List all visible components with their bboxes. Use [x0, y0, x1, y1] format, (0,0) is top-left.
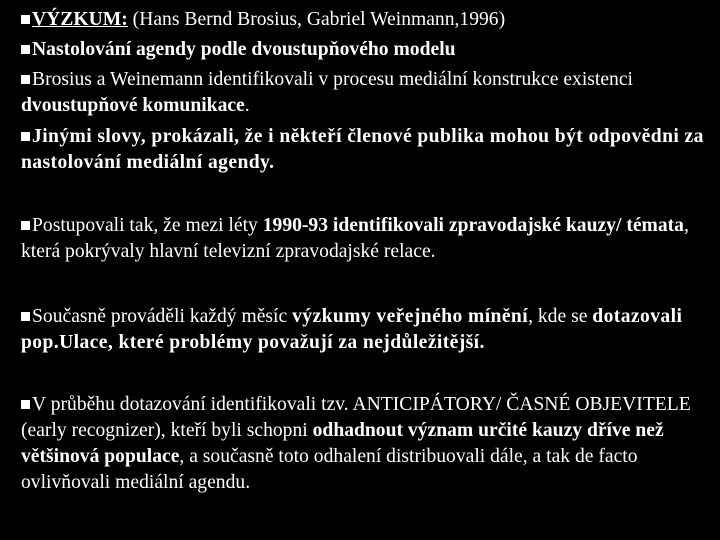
- text-segment: ANTICIPÁTORY/ ČASNÉ OBJEVITELE: [352, 394, 691, 415]
- paragraph-v-prubehu: [21, 392, 711, 496]
- text-segment: odhadnout význam určité kauzy dříve než většinová populace: [21, 420, 664, 467]
- text-segment: VÝZKUM:: [32, 9, 128, 30]
- text-segment: dotazovali pop.Ulace, které problémy považují za nejdůležitější.: [21, 306, 683, 353]
- paragraph-soucasne: [21, 304, 711, 356]
- text-segment: V průběhu dotazování identifikovali tzv.: [32, 394, 353, 415]
- bullet-icon: [21, 400, 30, 409]
- text-segment: výzkumy veřejného mínění: [292, 306, 529, 327]
- paragraph-postupovali: [21, 213, 711, 265]
- bullet-icon: [21, 132, 30, 141]
- text-segment: (early recognizer), kteří byli schopni: [21, 420, 313, 441]
- paragraph-vyzkum: [21, 7, 711, 33]
- text-segment: (Hans Bernd Brosius, Gabriel Weinmann,1996): [127, 9, 506, 30]
- text-segment: , kde se: [528, 306, 593, 327]
- bullet-icon: [21, 312, 30, 321]
- text-segment: dvoustupňové komunikace: [21, 95, 245, 116]
- bullet-icon: [21, 75, 30, 84]
- paragraph-nastolovani: [21, 37, 711, 63]
- text-segment: Postupovali tak, že mezi léty: [32, 215, 263, 236]
- text-segment: Jinými slovy, prokázali, že i někteří členové publika mohou být odpovědni za nastolování mediální agendy.: [21, 126, 704, 173]
- bullet-icon: [21, 15, 30, 24]
- text-segment: , a současně toto odhalení distribuovali dále, a tak de facto ovlivňovali mediální agendu.: [21, 446, 638, 493]
- bullet-icon: [21, 221, 30, 230]
- text-segment: 1990-93 identifikovali zpravodajské kauzy/ témata: [262, 215, 684, 236]
- text-segment: , která pokrývaly hlavní televizní zpravodajské relace.: [21, 215, 689, 262]
- text-segment: Současně prováděli každý měsíc: [32, 306, 293, 327]
- text-segment: .: [244, 95, 250, 116]
- text-segment: Brosius a Weinemann identifikovali v procesu mediální konstrukce existenci: [32, 69, 633, 90]
- paragraph-brosius: [21, 67, 711, 119]
- bullet-icon: [21, 45, 30, 54]
- text-segment: Nastolování agendy podle dvoustupňového modelu: [32, 39, 456, 60]
- paragraph-jinymi-slovy: [21, 124, 711, 176]
